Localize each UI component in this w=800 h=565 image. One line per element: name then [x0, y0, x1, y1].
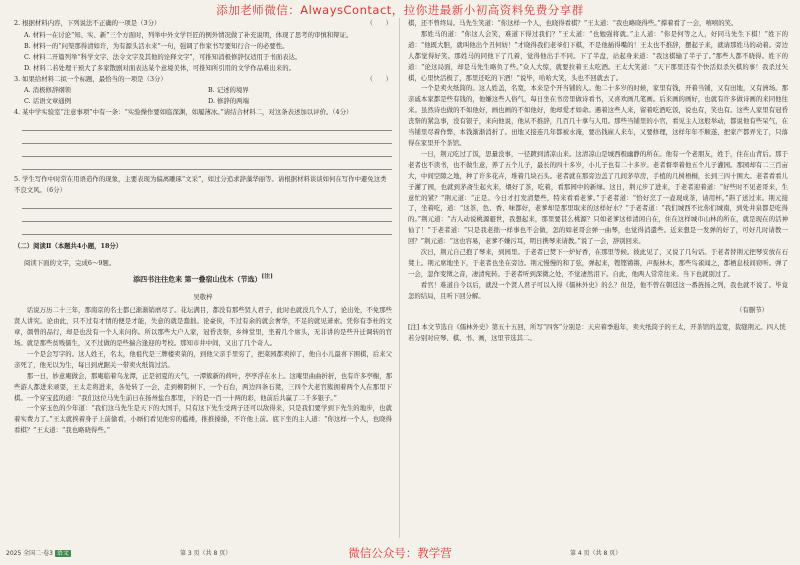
passage-paragraph: 话说万历二十三年，那南京的名士都已渐渐销磨尽了。花坛满目，都没有那些贤人君子，此时也就没几个人了，论出处，不免那些贤人讲究。论由此，只不过有才情的便是才能，失意的就是蠢拙。论豪侠，不过有余的就会奢华，不足的就见萧索。凭你有李杜的文章，颜曾的品行，却是也没有一个人来问你。所以那些大户人家，冠昏丧祭，乡绅堂里，坐着几个席头，无非讲的是些升迁调转的官场。就是那些贫贱儒生，又不过做的是些揣合逢迎的考校。那知市井中间，又出了几个奇人。 — [14, 306, 392, 348]
passage-note: [注] 本文节选自《儒林外史》第五十五回，所写“四客”分别是：天应着季遐年，卖火纸筒子的王太，开茶馆的盖宽，裁缝荆元。四人恍若分别对应琴、棋、书、画，这里节选其二。 — [408, 322, 786, 342]
passage-paragraph: 次日，荆元自己抱了琴来，到园里。于老者已焚下一炉好香，在那里等候。彼此见了，又说了几句话。于老者替荆元把琴安放在石凳上。荆元席地坐下，于老者也坐在旁边。荆元慢慢的和了弦，弹起来，铿铿锵锵，声振林木，那些鸟雀闻之，都栖息枝间窃听。弹了一会，忽作变徵之音，凄清宛转。于老者听到深微之处，不觉凄然泪下。自此，他两人常常往来。当下也就别过了。 — [408, 248, 788, 278]
q2-option-a: A. 材料一在讨论“知、实、新”三个方面时，列举中外文学巨匠的例外情况做了补充说明，体现了思考的审慎和辩证。 — [24, 30, 353, 39]
passage-paragraph: 一个是会写字的。这人姓王，名太，他祖代是三牌楼卖菜的，到他父亲手里穷了，把菜园都卖掉了，他自小儿最喜下围棋，后来父亲死了，他无以为生，每日到虎踞关一带卖火纸筒过活。 — [14, 349, 392, 369]
q2-option-d: D. 材料二若处理干预大了多家散剧对面表达某个意境美体，可推知所引用的文学作品难出来的。 — [24, 63, 295, 72]
q3-option-b: B. 记述的境界 — [208, 86, 249, 95]
answer-line[interactable] — [22, 211, 392, 222]
q3-options-row-1 — [14, 85, 392, 96]
subject-badge: 语文 — [56, 550, 69, 557]
answer-line[interactable] — [22, 120, 392, 131]
question-3: （ ） 3. 如果给材料二拟一个标题，最恰当的一项是（3分） — [14, 74, 392, 83]
edition-label: 2025 全国二·卷3 语文 — [6, 550, 69, 557]
page-divider — [399, 18, 400, 538]
watermark-bottom: 微信公众号：教学营 — [348, 546, 452, 560]
passage-paragraph: 那姓马的道：“你这人会笑，难道下得过我们？”王太道：“也勉强将就。”主人道：“你是何等之人，好同马先生下棋！”姓下的道：“他既大胆，就叫他出个丑何妨！”才晓得我们老爷们下棋，不是他插得嘴的！王太也不推辞，摆起子来，就请那姓马的动着。旁边人都觉得好笑。那姓马的同他下了几着，觉得他出手不同。下了半盘，站起身来道：“我这棋输了半子了。”那些人都不晓得。姓下的道：“论这局面，却是马先生略负了些。”众人大惊，就要拉着王太吃酒。王太大笑道：“天下那里还有个快活似杀矢棋的事！我杀过矢棋，心里快活极了，那里还吃的下酒！”说毕，哈哈大笑，头也不回就去了。 — [408, 29, 788, 82]
right-page — [408, 18, 788, 538]
watermark-top: 添加老师微信：AlwaysContact，拉你进最新小初高资料免费分享群 — [216, 3, 584, 17]
passage-author: 吴敬梓 — [193, 293, 213, 302]
page-number-left: 第 3 页（共 8 页） — [180, 550, 232, 557]
answer-line[interactable] — [22, 133, 392, 144]
answer-line[interactable] — [22, 146, 392, 157]
q2-option-b: B. 材料一的“问渠那得清如许，为有源头活水来”一句，强调了作家书写要知行合一的必要性。 — [24, 41, 289, 50]
question-2: （ ） 2. 根据材料内容，下列说法不正确的一项是（3分） — [14, 19, 392, 27]
question-4: 4. 某中学实验室“注意事项”中有一条：“实验操作要如临深渊，如履薄冰。”请结合材料二，对这条表述加以评价。（4分） — [14, 108, 353, 117]
passage-paragraph: 一个穿玉色的少年道：“我们这马先生是天下的大国手，只有这下先生受两子还可以敌得来，只是我们要学到下先生的地步，也就着实费力了。”王太就挨着身子上前偷看，小厮们看见他穷的褴褛，推推搡搡，不许他上前。底下坐的主人道：“你这样一个人，也晓得看棋？”王太道：“我也略晓得些。” — [14, 404, 392, 435]
passage-paragraph: 看官！难道自今以后，就没一个贤人君子可以入得《儒林外史》的么？但是，他不曾在朝廷这一番旌扬之列，我也就不说了。毕竟怎的结局，且听下回分解。 — [408, 280, 788, 300]
answer-line[interactable] — [22, 224, 392, 235]
passage-paragraph: 一个是卖火纸筒的。这人姓盖，名宽，本来是个开当铺的人。他二十多岁的时候，家里有钱，开着当铺，又有田地，又有洲场。那亲戚本家都是些有钱的，他嫌这些人俗气，每日坐在书房里做诗看书，又喜欢画几笔画。后来画的画好，也就有许多做诗画的来同他往来。虽然诗也做的不如他好，画也画的不如他好，他却爱才如命。遇着这些人来，留着吃酒吃饭，说也有，笑也有。这些人家里有冠昏丧祭的紧急事，没有银子，来向他说，他从不推辞，几百几十拿与人用。那些当铺里的小官，看见主人这般举动，都说他有些呆气，在当铺里尽着作弊，本钱渐渐消折了。田地又接连几年都被水淹，要出钱雇人来车，又要修理，这样年年不顺遂，把家产都弄光了，只落得在家里开个茶馆。 — [408, 84, 788, 147]
section-instruction: 阅读下面的文字，完成6～9题。 — [24, 259, 116, 268]
answer-line[interactable] — [22, 159, 392, 170]
question-5: 5. 学生写作中时常在用语造作的现象，主要表现为偏离雕琢“文采”，如过分追求辞藻华丽等。请根据材料谈谈如何在写作中避免这类不良文风。（6分） — [14, 175, 387, 195]
left-page — [14, 18, 392, 538]
q2-option-c: C. 材料二开篇列举“科学文字、法令文字及其他的诠释文字”，可推知消极修辞仅适用于书面表达。 — [24, 52, 302, 61]
passage-paragraph: 一日，荆元吃过了饭，思量没事，一径踱到清凉山来。这清凉山是城西极幽静的所在。他有一个老朋友，姓于，住在山背后。那于老者也不读书，也不做生意，养了五个儿子，最长的四十多岁，小儿子也有二十多岁。老者督率着他五个儿子灌园。那园却有二三百亩大，中间空隙之地，种了许多花卉，堆着几块石头。老者就在那旁边盖了几间茅草房，手植的几树梧桐，长到三四十围大。老者看看儿子灌了园，也就到茅斋生起火来，煨好了茶，吃着，看那园中的新绿。这日，荆元步了进来，于老者迎着道：“好些时不见老哥来，生意忙的紧？”荆元道：“正是。今日才打发清楚些，特来看看老爹。”于老者道：“恰好烹了一壶现成茶，请用杯。”斟了送过来。荆元接了，坐着吃，道：“这茶，色、香、味都好，老爹却是那里取来的这样好水？”于老者道：“我们城西不比你们城南，到处井泉都是吃得的。”荆元道：“古人动说桃源避世，我想起来，那里要甚么桃源？只如老爹这样清闲自在，住在这样城市山林的所在，就是现在的活神仙了！”于老者道：“只是我老拙一样事也不会做，怎的如老哥会弹一曲琴，也觉得消遣些。近来想是一发弹的好了，可好几时请教一回？”荆元道：“这也容易，老爹不嫌污耳，明日携琴来请教。”说了一会，辞别回来。 — [408, 149, 788, 246]
answer-line[interactable] — [22, 198, 392, 209]
page-number-right: 第 4 页（共 8 页） — [570, 550, 622, 557]
section-heading: （二）阅读Ⅱ（本题共4小题，18分） — [14, 241, 123, 250]
q3-option-a: A. 消极修辞纲领 — [24, 86, 72, 95]
q3-options-row-2 — [14, 96, 392, 107]
passage-title: 添四书注往危来 第一叠宿山伐木（节选）[注] — [133, 274, 273, 284]
q3-option-c: C. 话语文章通例 — [24, 97, 72, 106]
passage-paragraph: 棋，还不曾终局。马先生笑道：“你这样一个人，也晓得看棋？”王太道：“我也略晓得些。”撑着看了一会，嘻嘻的笑。 — [408, 19, 738, 27]
passage-source: （有删节） — [736, 305, 768, 314]
passage-paragraph: 那一日，妙意庵做会，那庵临着乌龙潭，正是初夏的天气，一潭簇新的荷叶，亭亭浮在水上。这庵里曲曲折折，也有许多亭榭，那些游人都进来顽耍，王太走将进来，各处转了一会，走到柳阴树下，一个石台，两边四条石凳，三四个大老官簇拥着两个人在那里下棋。一个穿宝蓝的道：“我们这位马先生前日在扬州盐台那里，下的是一百一十两的彩，他前后共赢了二千多银子。” — [14, 371, 392, 402]
q3-option-d: D. 修辞的两端 — [208, 97, 249, 106]
